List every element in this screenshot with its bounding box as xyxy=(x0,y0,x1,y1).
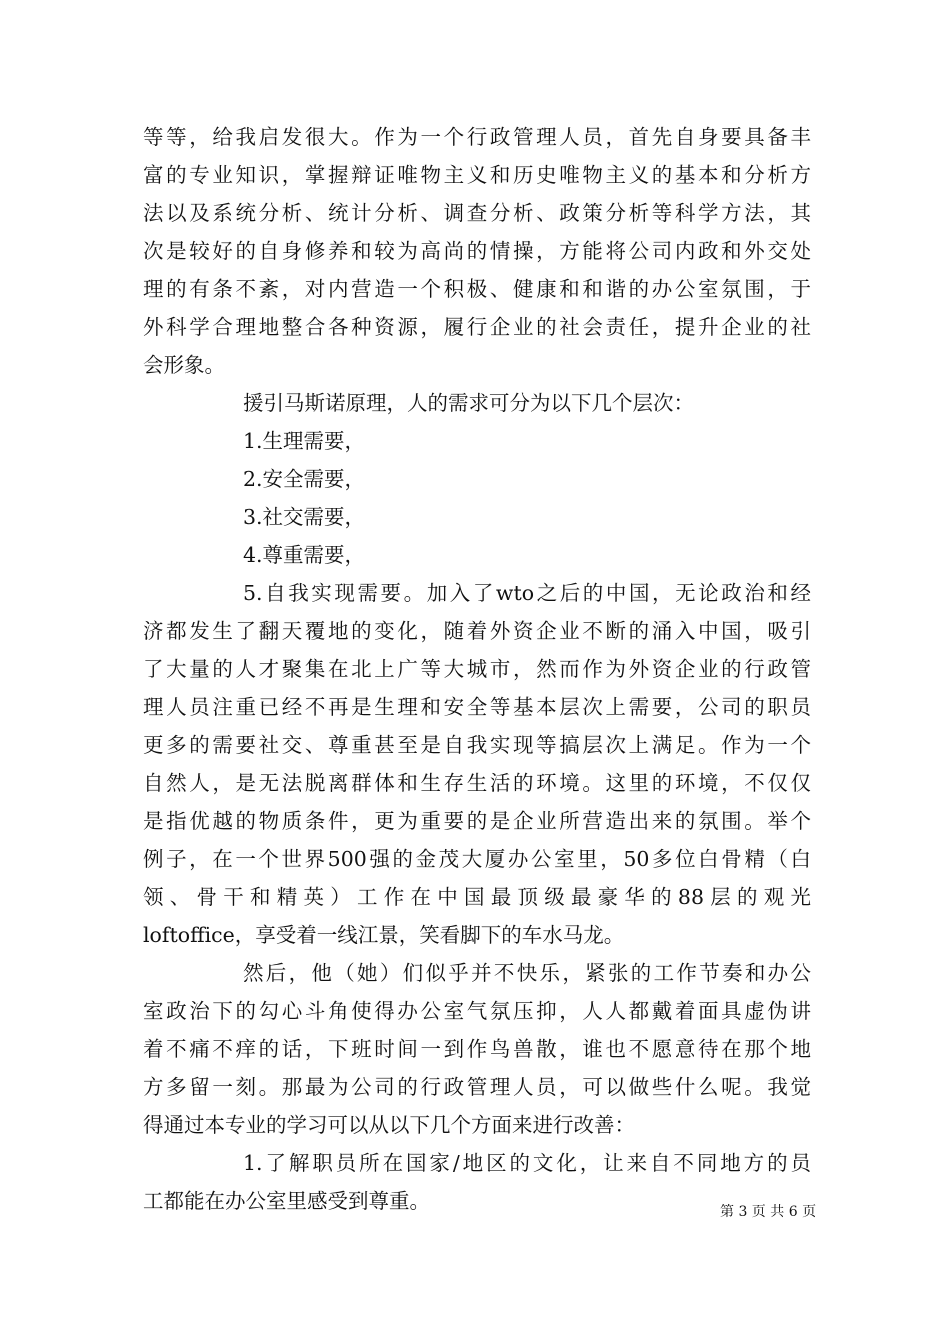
paragraph-line: 理的有条不紊，对内营造一个积极、健康和和谐的办公室氛围，于 xyxy=(143,277,811,301)
paragraph-line: 是指优越的物质条件，更为重要的是企业所营造出来的氛围。举个 xyxy=(143,809,811,833)
list-item: 3.社交需要， xyxy=(243,505,366,529)
paragraph-line: 援引马斯诺原理，人的需求可分为以下几个层次： xyxy=(243,391,694,415)
paragraph-line: 例子，在一个世界500强的金茂大厦办公室里，50多位白骨精（白 xyxy=(143,847,811,871)
list-item: 2.安全需要， xyxy=(243,467,366,491)
page-number: 第 3 页 共 6 页 xyxy=(720,1204,817,1220)
paragraph-line: 济都发生了翻天覆地的变化，随着外资企业不断的涌入中国，吸引 xyxy=(143,619,811,643)
paragraph-line: 工都能在办公室里感受到尊重。 xyxy=(143,1189,430,1213)
paragraph-line: 富的专业知识，掌握辩证唯物主义和历史唯物主义的基本和分析方 xyxy=(143,163,811,187)
paragraph-line: 方多留一刻。那最为公司的行政管理人员，可以做些什么呢。我觉 xyxy=(143,1075,811,1099)
paragraph-line: 次是较好的自身修养和较为高尚的情操，方能将公司内政和外交处 xyxy=(143,239,811,263)
paragraph-line: 了大量的人才聚集在北上广等大城市，然而作为外资企业的行政管 xyxy=(143,657,811,681)
paragraph-line: 然后，他（她）们似乎并不快乐，紧张的工作节奏和办公 xyxy=(243,961,811,985)
list-item: 4.尊重需要， xyxy=(243,543,366,567)
list-item: 1.了解职员所在国家/地区的文化，让来自不同地方的员 xyxy=(243,1151,811,1175)
list-item: 1.生理需要， xyxy=(243,429,366,453)
paragraph-line: 领、骨干和精英）工作在中国最顶级最豪华的88层的观光 xyxy=(143,885,811,909)
paragraph-line: 法以及系统分析、统计分析、调查分析、政策分析等科学方法，其 xyxy=(143,201,811,225)
list-item: 5.自我实现需要。加入了wto之后的中国，无论政治和经 xyxy=(243,581,811,605)
paragraph-line: 会形象。 xyxy=(143,353,225,377)
paragraph-line: 更多的需要社交、尊重甚至是自我实现等搞层次上满足。作为一个 xyxy=(143,733,811,757)
paragraph-line: 等等，给我启发很大。作为一个行政管理人员，首先自身要具备丰 xyxy=(143,125,811,149)
document-body xyxy=(143,118,811,1220)
paragraph-line: loftoffice，享受着一线江景，笑看脚下的车水马龙。 xyxy=(143,923,625,947)
paragraph-line: 得通过本专业的学习可以从以下几个方面来进行改善： xyxy=(143,1113,635,1137)
paragraph-line: 着不痛不痒的话，下班时间一到作鸟兽散，谁也不愿意待在那个地 xyxy=(143,1037,811,1061)
paragraph-line: 室政治下的勾心斗角使得办公室气氛压抑，人人都戴着面具虚伪讲 xyxy=(143,999,811,1023)
paragraph-line: 理人员注重已经不再是生理和安全等基本层次上需要，公司的职员 xyxy=(143,695,811,719)
paragraph-line: 自然人，是无法脱离群体和生存生活的环境。这里的环境，不仅仅 xyxy=(143,771,811,795)
paragraph-line: 外科学合理地整合各种资源，履行企业的社会责任，提升企业的社 xyxy=(143,315,811,339)
